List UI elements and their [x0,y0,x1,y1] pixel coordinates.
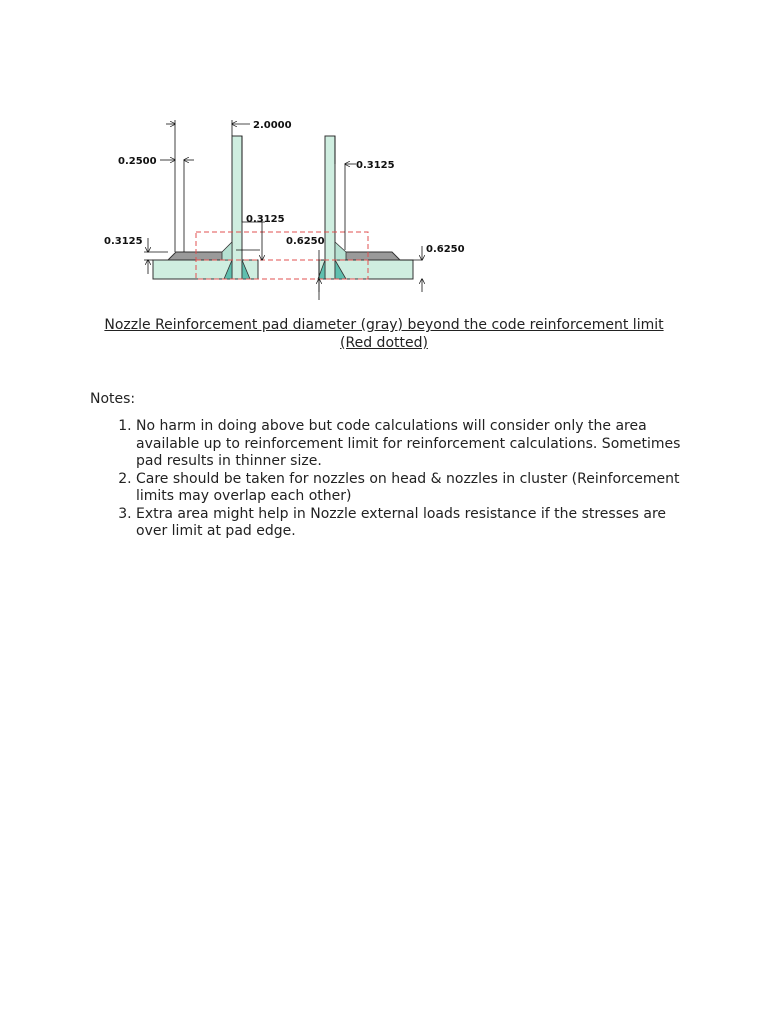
left-weld-top [222,242,232,260]
left-nozzle-neck [232,136,242,279]
dim-left-pad-thickness: 0.3125 [104,236,143,247]
right-nozzle-neck [325,136,335,279]
dim-right-pad-edge: 0.6250 [426,244,465,255]
dim-nozzle-projection: 2.0000 [253,120,292,131]
notes-heading: Notes: [90,391,136,407]
nozzle-diagram [100,110,470,300]
note-item-1: 1. No harm in doing above but code calculations will consider only the area available up to reinforcement limit for reinforcement calculations. Sometimes pad results in thinner size. [136,418,682,471]
notes-list [90,418,682,541]
note-item-3: 3. Extra area might help in Nozzle external loads resistance if the stresses are over limit at pad edge. [136,506,682,541]
caption-line-2: (Red dotted) [340,335,428,351]
left-reinforcement-pad [168,252,230,260]
dim-right-nozzle-wall: 0.3125 [356,160,395,171]
dim-left-nozzle-wall: 0.3125 [246,214,285,225]
dim-right-weld: 0.6250 [286,236,325,247]
figure-caption [90,316,678,352]
nozzle-reinforcement-figure [100,110,470,300]
note-item-2: 2. Care should be taken for nozzles on head & nozzles in cluster (Reinforcement limits may overlap each other) [136,471,682,506]
caption-line-1: Nozzle Reinforcement pad diameter (gray) beyond the code reinforcement limit [104,317,664,333]
right-weld-top [335,242,346,260]
dim-left-pad-offset: 0.2500 [118,156,157,167]
